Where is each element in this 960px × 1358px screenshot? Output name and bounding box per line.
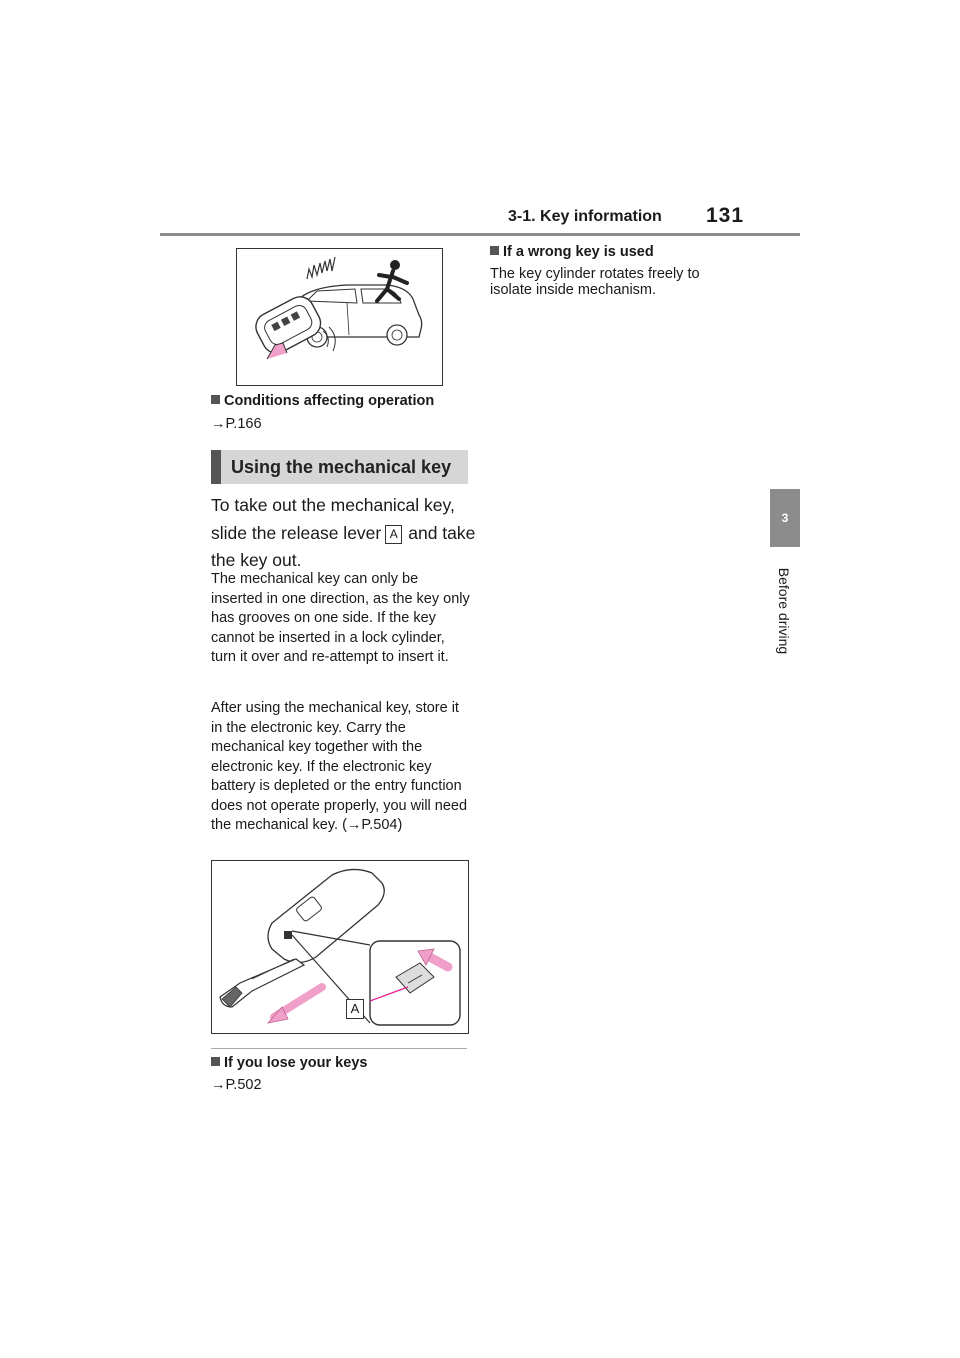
section-heading-text: Using the mechanical key (231, 456, 452, 477)
paragraph-store-key: After using the mechanical key, store it in the electronic key. Carry the mechanical key together with the electronic key. If the electronic key battery is depleted or the entry function does not operate properly, you will need the mechanical key. (→P.504) (211, 700, 468, 833)
section-divider (211, 1048, 467, 1049)
intro-text: To take out the mechanical key, slide the release lever A and take the key out. (211, 495, 476, 570)
chapter-tab[interactable] (770, 489, 800, 547)
car-key-drawing (237, 249, 442, 385)
bullet-square-icon (211, 1057, 220, 1066)
page-number: 131 (706, 204, 745, 227)
paragraph-key-insert: The mechanical key can only be inserted in one direction, as the key only has grooves on one side. If the key cannot be inserted in a lock cylinder, turn it over and re-attempt to insert it. (211, 571, 470, 665)
mechanical-key-illustration (211, 860, 469, 1034)
conditions-subhead: Conditions affecting operation (211, 393, 434, 409)
conditions-page-link[interactable]: →P.166 (211, 416, 262, 432)
figure-label-a: A (346, 999, 364, 1019)
bullet-square-icon (211, 395, 220, 404)
chapter-label: Before driving (776, 567, 792, 655)
section-title: 3-1. Key information (508, 208, 662, 225)
lose-keys-subhead: If you lose your keys (211, 1055, 367, 1071)
section-heading (211, 450, 468, 484)
wrong-key-subhead: If a wrong key is used (490, 244, 654, 260)
label-a-box: A (385, 525, 402, 544)
lose-keys-page-link[interactable]: →P.502 (211, 1077, 262, 1093)
header-rule (160, 233, 800, 236)
mechanical-key-drawing (212, 861, 468, 1033)
bullet-square-icon (490, 246, 499, 255)
wrong-key-text: The key cylinder rotates freely to isolate inside mechanism. (490, 266, 700, 298)
chapter-number: 3 (781, 511, 789, 525)
car-key-illustration (236, 248, 443, 386)
